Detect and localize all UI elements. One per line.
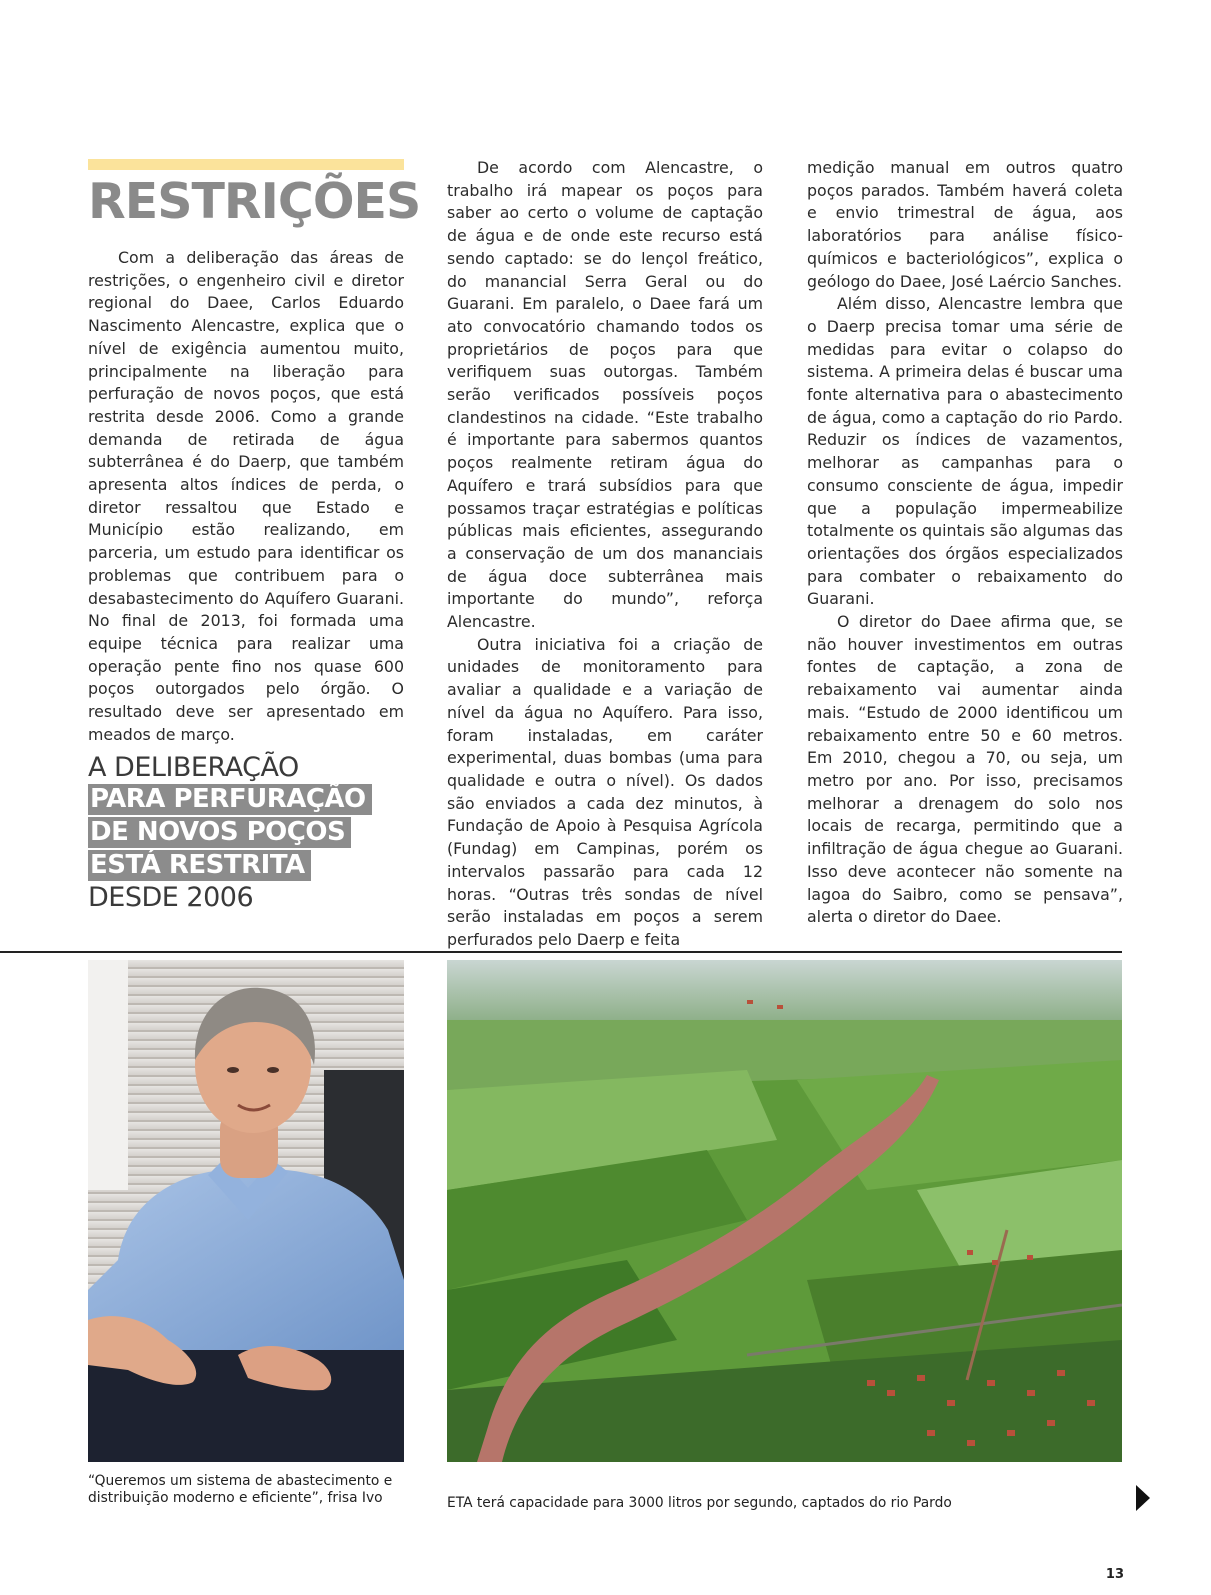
page-number: 13 [1105, 1567, 1124, 1582]
paragraph: Outra iniciativa foi a criação de unidades de monitoramento para avaliar a qualidade e a variação de nível da água no Aquífero. Para isso, foram instaladas, em caráter experimental, duas bombas (uma para qualidade e outra o nível). Os dados são enviados a cada dez minutos, à Fundação de Apoio à Pesquisa Agrícola (Fundag) em Campinas, porém os intervalos passarão para cada 12 horas. “Outras três sondas de nível serão instaladas em poços a serem perfurados pelo Daerp e feita [447, 634, 763, 949]
horizontal-rule [0, 951, 1122, 953]
paragraph: medição manual em outros quatro poços parados. Também haverá coleta e envio trimestral de água, aos laboratórios para análise físico-químicos e bacteriológicos”, explica o geólogo do Daee, José Laércio Sanches. [807, 158, 1123, 291]
portrait-illustration [88, 960, 404, 1462]
pull-quote-highlight: PARA PERFURAÇÃO [88, 784, 372, 815]
portrait-caption: “Queremos um sistema de abastecimento e distribuição moderno e eficiente”, frisa Ivo [88, 1473, 393, 1506]
section-accent-bar [88, 159, 404, 170]
aerial-caption: ETA terá capacidade para 3000 litros por segundo, captados do rio Pardo [447, 1495, 952, 1511]
aerial-photo [447, 960, 1122, 1462]
article-column-1 [88, 247, 404, 746]
paragraph: De acordo com Alencastre, o trabalho irá mapear os poços para saber ao certo o volume de captação de água e de onde este recurso está sendo captado: se do lençol freático, do manancial Serra Geral ou do Guarani. Em paralelo, o Daee fará um ato convocatório chamando todos os proprietários de poços para que verifiquem suas outorgas. Também serão verificados possíveis poços clandestinos na cidade. “Este trabalho é importante para sabermos quantos poços realmente retiram água do Aquífero e trará subsídios para que possamos traçar estratégias e políticas públicas mais eficientes, assegurando a conservação de um dos mananciais de água doce subterrânea mais importante do mundo”, reforça Alencastre. [447, 158, 763, 632]
pull-quote-highlight: ESTÁ RESTRITA [88, 850, 311, 881]
pull-quote-line: A DELIBERAÇÃO [88, 752, 299, 783]
article-column-3 [807, 157, 1123, 929]
article-column-2 [447, 157, 763, 952]
section-title: RESTRIÇÕES [88, 173, 421, 230]
pull-quote-highlight: DE NOVOS POÇOS [88, 817, 351, 848]
portrait-photo [88, 960, 404, 1462]
aerial-illustration [447, 960, 1122, 1462]
pull-quote-line: DESDE 2006 [88, 882, 254, 913]
paragraph: Além disso, Alencastre lembra que o Daerp precisa tomar uma série de medidas para evitar o colapso do sistema. A primeira delas é buscar uma fonte alternativa para o abastecimento de água, como a captação do rio Pardo. Reduzir os índices de vazamentos, melhorar as campanhas para o consumo consciente de água, impedir que a população impermeabilize totalmente os quintais são algumas das orientações dos órgãos especializados para combater o rebaixamento do Guarani. [807, 294, 1124, 609]
paragraph: Com a deliberação das áreas de restrições, o engenheiro civil e diretor regional do Daee, Carlos Eduardo Nascimento Alencastre, explica que o nível de exigência aumentou muito, principalmente na liberação para perfuração de novos poços, que está restrita desde 2006. Como a grande demanda de retirada de água subterrânea é do Daerp, que também apresenta altos índices de perda, o diretor ressaltou que Estado e Município estão realizando, em parceria, um estudo para identificar os problemas que contribuem para o desabastecimento do Aquífero Guarani. No final de 2013, foi formada uma equipe técnica para realizar uma operação pente fino nos quase 600 poços outorgados pelo órgão. O resultado deve ser apresentado em meados de março. [88, 248, 404, 744]
pull-quote [88, 752, 408, 913]
paragraph: O diretor do Daee afirma que, se não houver investimentos em outras fontes de captação, a zona de rebaixamento vai aumentar ainda mais. “Estudo de 2000 identificou um rebaixamento entre 50 e 60 metros. Em 2010, chegou a 70, ou seja, um metro por ano. Por isso, precisamos melhorar a drenagem do solo nos locais de recarga, permitindo que a infiltração de água chegue ao Guarani. Isso deve acontecer não somente na lagoa do Saibro, como se pensava”, alerta o diretor do Daee. [807, 612, 1123, 927]
triangle-right-icon[interactable] [1136, 1485, 1150, 1511]
